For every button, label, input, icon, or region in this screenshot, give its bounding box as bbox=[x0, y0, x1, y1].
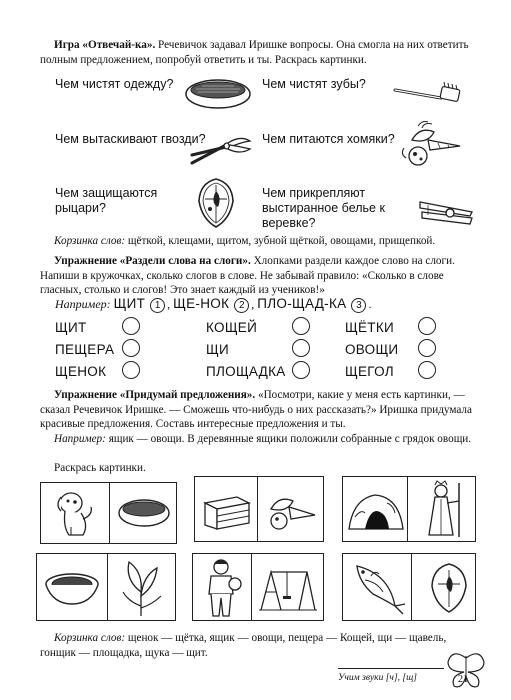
sentences-example: Например: ящик — овощи. В деревянные ящики положили собранные с грядок овощи. bbox=[54, 433, 472, 445]
syllable-count-circle[interactable] bbox=[292, 339, 310, 357]
playground-icon bbox=[257, 562, 319, 614]
sentences-title: Упражнение «Придумай предложения». bbox=[54, 389, 256, 401]
clothes-brush-icon bbox=[117, 497, 171, 529]
syllable-count-circle[interactable] bbox=[292, 317, 310, 335]
syllable-word: ОВОЩИ bbox=[345, 342, 399, 357]
syllable-word: ЩЁТКИ bbox=[345, 320, 394, 335]
question-3: Чем вытаскивают гвозди? bbox=[55, 132, 206, 146]
picture-card-racer-playground[interactable] bbox=[192, 553, 324, 621]
brush-icon bbox=[184, 77, 252, 111]
syllable-count-circle[interactable] bbox=[418, 361, 436, 379]
syllable-count-circle[interactable] bbox=[418, 339, 436, 357]
crate-icon bbox=[201, 489, 253, 531]
sentences-intro: Упражнение «Придумай предложения». «Посмотри, какие у меня есть картинки, — сказал Речевичок Иришке. — Сможешь что-нибудь о них рассказать?» Иришка придумала красивые предложения. Составь интересные предложения и ты. bbox=[40, 389, 472, 430]
koschei-icon bbox=[419, 481, 467, 539]
basket-label: Корзинка слов: bbox=[54, 235, 126, 247]
pike-icon bbox=[349, 560, 407, 618]
syllable-word: ПЕЩЕРА bbox=[55, 342, 115, 357]
syllable-count-circle[interactable] bbox=[122, 339, 140, 357]
syllable-count-circle[interactable] bbox=[122, 317, 140, 335]
syllable-count-circle[interactable] bbox=[418, 317, 436, 335]
picture-card-soup-sorrel[interactable] bbox=[36, 553, 176, 621]
shield-icon bbox=[196, 177, 236, 229]
syllables-intro: Упражнение «Раздели слова на слоги». Хлопками раздели каждое слово на слоги. Напиши в кружочках, сколько слогов в слове. Не забывай правило: «Сколько в слове гласных, столько и слогов! Это знает каждый из учеников!» bbox=[40, 255, 455, 296]
picture-card-puppy-brush[interactable] bbox=[40, 482, 177, 544]
example-count-circle: 2 bbox=[234, 298, 249, 313]
color-prompt: Раскрась картинки. bbox=[54, 462, 146, 474]
syllables-title: Упражнение «Раздели слова на слоги». bbox=[54, 255, 251, 267]
syllable-word: ЩИ bbox=[206, 342, 229, 357]
question-4: Чем питаются хомяки? bbox=[262, 132, 395, 146]
syllable-count-circle[interactable] bbox=[292, 361, 310, 379]
sorrel-icon bbox=[119, 558, 165, 618]
footer-rule bbox=[338, 668, 444, 669]
syllable-word: ПЛОЩАДКА bbox=[206, 364, 286, 379]
game-intro: Игра «Отвечай-ка». Речевичок задавал Иришке вопросы. Она смогла на них ответить полным предложением, попробуй ответить и ты. Раскрась картинки. bbox=[40, 39, 469, 66]
question-2: Чем чистят зубы? bbox=[262, 77, 366, 91]
syllable-word: КОЩЕЙ bbox=[206, 320, 258, 335]
soup-bowl-icon bbox=[43, 568, 101, 608]
footer-title: Учим звуки [ч], [щ] bbox=[338, 673, 417, 683]
page-number: 21 bbox=[458, 674, 468, 685]
syllable-word: ЩИТ bbox=[55, 320, 87, 335]
picture-card-box-vegetables[interactable] bbox=[194, 476, 324, 542]
clothespin-icon bbox=[418, 194, 476, 228]
toothbrush-icon bbox=[393, 80, 465, 108]
picture-card-cave-koschei[interactable] bbox=[342, 476, 476, 542]
example-count-circle: 1 bbox=[150, 298, 165, 313]
example-count-circle: 3 bbox=[351, 298, 366, 313]
question-1: Чем чистят одежду? bbox=[55, 77, 174, 91]
sentences-basket: Корзинка слов: щенок — щётка, ящик — овощи, пещера — Кощей, щи — щавель, гонщик — площадка, щука — щит. bbox=[40, 632, 447, 659]
question-6: Чем прикрепляют выстиранное белье к веревке? bbox=[262, 186, 385, 230]
racer-icon bbox=[201, 558, 243, 618]
vegetables-pile-icon bbox=[263, 487, 319, 533]
vegetables-icon bbox=[398, 118, 466, 168]
game-title: Игра «Отвечай-ка». bbox=[54, 39, 156, 51]
game-basket: Корзинка слов: щёткой, клещами, щитом, зубной щёткой, овощами, прищепкой. bbox=[54, 235, 436, 247]
pliers-icon bbox=[190, 133, 254, 167]
cave-icon bbox=[347, 489, 405, 533]
syllables-example: Например: ЩИТ 1 , ЩЕ-НОК 2 , ПЛО-ЩАД-КА 3 . bbox=[55, 296, 372, 311]
question-5: Чем защищаются рыцари? bbox=[55, 186, 158, 215]
picture-card-pike-shield[interactable] bbox=[342, 553, 476, 621]
puppy-icon bbox=[53, 489, 97, 539]
syllable-count-circle[interactable] bbox=[122, 361, 140, 379]
syllable-word: ЩЕНОК bbox=[55, 364, 107, 379]
syllable-word: ЩЕГОЛ bbox=[345, 364, 394, 379]
knight-shield-icon bbox=[429, 562, 469, 614]
